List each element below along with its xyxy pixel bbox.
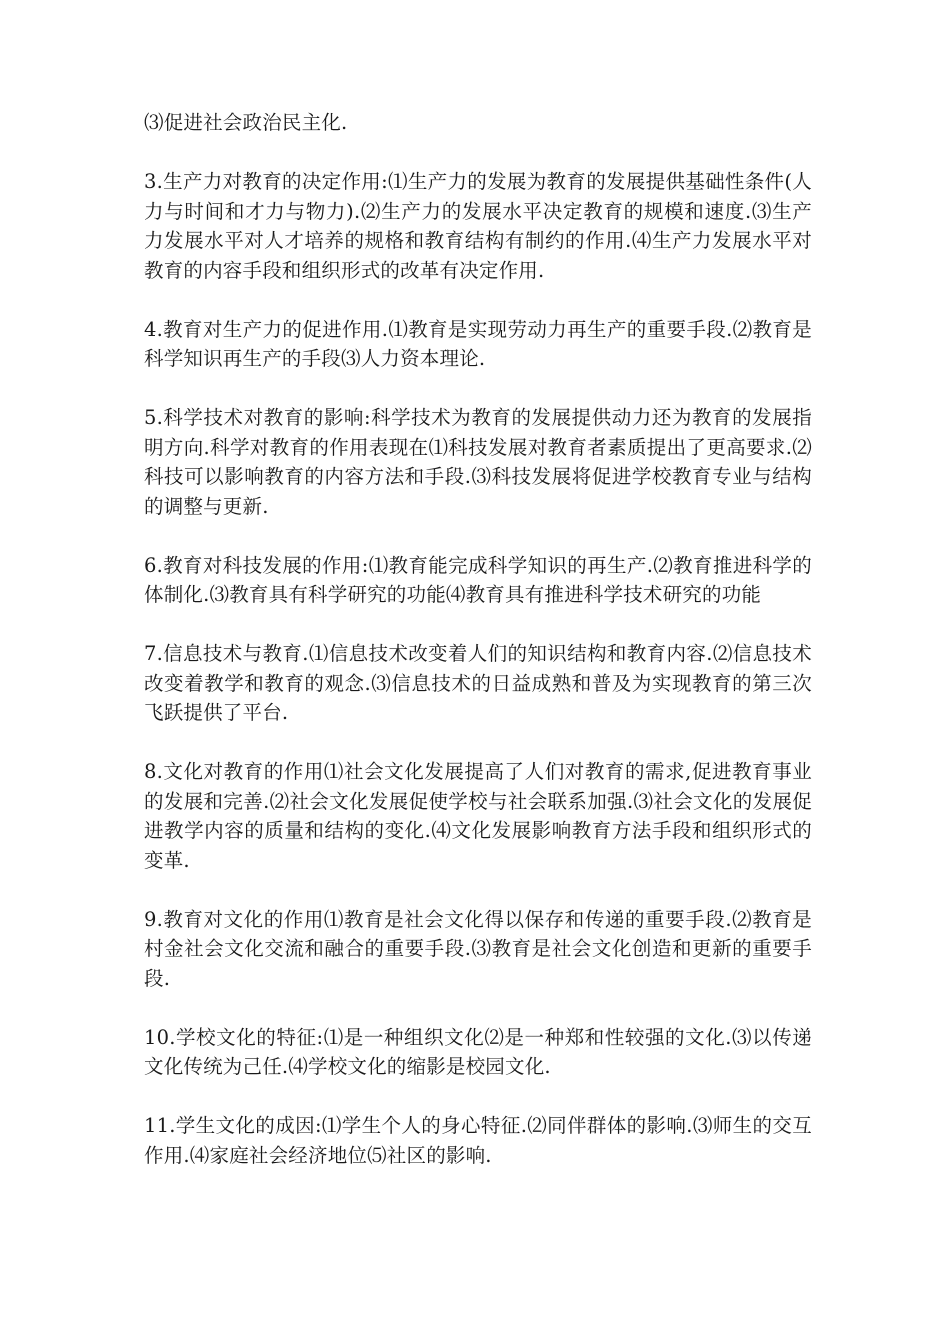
paragraph-11-student-culture-causes: 11.学生文化的成因:⑴学生个人的身心特征.⑵同伴群体的影响.⑶师生的交互作用.⑷家庭社会经济地位⑸社区的影响. (144, 1114, 812, 1167)
paragraph-political-democratization: ⑶促进社会政治民主化. (144, 111, 348, 134)
paragraph-10-school-culture-features: 10.学校文化的特征:⑴是一种组织文化⑵是一种郑和性较强的文化.⑶以传递文化传统为己任.⑷学校文化的缩影是校园文化. (144, 1025, 812, 1078)
paragraph-9-education-on-culture: 9.教育对文化的作用⑴教育是社会文化得以保存和传递的重要手段.⑵教育是村金社会文化交流和融合的重要手段.⑶教育是社会文化创造和更新的重要手段. (144, 907, 812, 990)
paragraph-3-productivity-determines-education: 3.生产力对教育的决定作用:⑴生产力的发展为教育的发展提供基础性条件(人力与时间和才力与物力).⑵生产力的发展水平决定教育的规模和速度.⑶生产力发展水平对人才培养的规格和教育结构有制约的作用.⑷生产力发展水平对教育的内容手段和组织形式的改革有决定作用. (144, 170, 812, 282)
paragraph-6-education-on-technology: 6.教育对科技发展的作用:⑴教育能完成科学知识的再生产.⑵教育推进科学的体制化.⑶教育具有科学研究的功能⑷教育具有推进科学技术研究的功能 (144, 553, 812, 606)
paragraph-7-information-technology: 7.信息技术与教育.⑴信息技术改变着人们的知识结构和教育内容.⑵信息技术改变着教学和教育的观念.⑶信息技术的日益成熟和普及为实现教育的第三次飞跃提供了平台. (144, 642, 812, 724)
paragraph-5-science-technology-influence: 5.科学技术对教育的影响:科学技术为教育的发展提供动力还为教育的发展指明方向.科学对教育的作用表现在⑴科技发展对教育者素质提出了更高要求.⑵科技可以影响教育的内容方法和手段.⑶科技发展将促进学校教育专业与结构的调整与更新. (144, 406, 812, 518)
paragraph-4-education-promotes-productivity: 4.教育对生产力的促进作用.⑴教育是实现劳动力再生产的重要手段.⑵教育是科学知识再生产的手段⑶人力资本理论. (144, 317, 812, 370)
paragraph-8-culture-on-education: 8.文化对教育的作用⑴社会文化发展提高了人们对教育的需求,促进教育事业的发展和完善.⑵社会文化发展促使学校与社会联系加强.⑶社会文化的发展促进教学内容的质量和结构的变化.⑷文化发展影响教育方法手段和组织形式的变革. (144, 760, 812, 872)
